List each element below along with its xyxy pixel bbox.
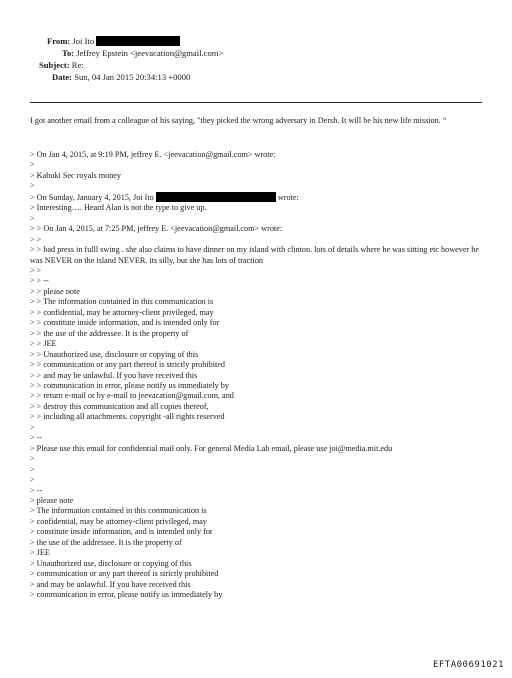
- header-divider: [30, 102, 482, 103]
- body-line: > and may be unlawful. If you have received this: [30, 579, 191, 589]
- body-line: > > the use of the addressee. It is the property of: [30, 328, 189, 338]
- body-line: > >: [30, 265, 42, 275]
- body-line: > The information contained in this communication is: [30, 506, 207, 516]
- body-line: >: [30, 454, 35, 464]
- redaction-bar: [96, 36, 180, 46]
- body-line: > communication or any part thereof is strictly prohibited: [30, 569, 219, 579]
- to-label: To:: [62, 48, 75, 58]
- body-line: > Interesting…. Heard Alan is not the type to give up.: [30, 203, 207, 213]
- body-line: > > communication in error, please notify us immediately by: [30, 380, 229, 390]
- body-line: > > constitute inside information, and is intended only for: [30, 318, 220, 328]
- body-line: > JEE: [30, 548, 50, 558]
- redaction-bar: [156, 192, 276, 202]
- body-line: >: [30, 181, 35, 191]
- date-value: Sun, 04 Jan 2015 20:34:13 +0000: [74, 72, 191, 82]
- body-line: > > return e-mail or by e-mail to jeevacation@gmail.com, and: [30, 391, 234, 401]
- body-line: > the use of the addressee. It is the property of: [30, 537, 182, 547]
- header-from-row: [47, 36, 180, 47]
- body-line: >: [30, 464, 35, 474]
- body-line: > Kabuki Sec royals money: [30, 170, 122, 180]
- body-line: >: [30, 213, 35, 223]
- body-line: > > including all attachments. copyright -all rights reserved: [30, 412, 225, 422]
- body-line: > > JEE: [30, 339, 57, 349]
- body-line: > > On Jan 4, 2015, at 7:25 PM, jeffrey E. <jeevacation@gmail.com> wrote:: [30, 224, 283, 234]
- body-line: > > confidential, may be attorney-client privileged, may: [30, 307, 214, 317]
- sunday-quote-line: [30, 192, 486, 203]
- body-line: > >: [30, 234, 42, 244]
- body-line: > confidential, may be attorney-client privileged, may: [30, 516, 207, 526]
- quoted-lines: [30, 203, 486, 600]
- body-line: > > Unauthorized use, disclosure or copying of this: [30, 349, 199, 359]
- body-line: > On Jan 4, 2015, at 9:19 PM, jeffrey E. <jeevacation@gmail.com> wrote:: [30, 150, 276, 159]
- subject-label: Subject:: [39, 60, 70, 70]
- subject-value: Re:: [71, 60, 84, 70]
- to-value: Jeffrey Epstein <jeevacation@gmail.com>: [76, 48, 224, 58]
- body-line: > > The information contained in this communication is: [30, 297, 214, 307]
- sunday-prefix: > On Sunday, January 4, 2015, Joi Ito: [30, 192, 154, 202]
- body-line: > Please use this email for confidential mail only. For general Media Lab email, please use joi@media.mit.edu: [30, 443, 393, 453]
- body-line: > > please note: [30, 286, 80, 296]
- quoted-email-body: [30, 150, 486, 600]
- intro-paragraph: I got another email from a colleague of his saying, "they picked the wrong adversary in Dersh. It will be his new life mission. “: [30, 116, 447, 125]
- body-line: > > destroy this communication and all copies thereof,: [30, 401, 209, 411]
- from-label: From:: [47, 36, 71, 46]
- date-label: Date:: [52, 72, 73, 82]
- body-line: > please note: [30, 495, 74, 505]
- header-subject-row: [39, 60, 84, 71]
- from-value: Joi Ito: [72, 36, 95, 46]
- header-to-row: [62, 48, 223, 59]
- body-line: >: [30, 422, 35, 432]
- header-date-row: [52, 72, 190, 83]
- body-line: > --: [30, 433, 43, 443]
- body-line: > communication in error, please notify us immediately by: [30, 590, 223, 600]
- body-line: > constitute inside information, and is intended only for: [30, 527, 213, 537]
- bates-number: EFTA00691021: [432, 660, 504, 670]
- body-line: > > communication or any part thereof is strictly prohibited: [30, 360, 225, 370]
- body-line: > Unauthorized use, disclosure or copying of this: [30, 558, 192, 568]
- body-line: > --: [30, 485, 43, 495]
- body-line: >: [30, 160, 35, 170]
- sunday-suffix: wrote:: [277, 192, 299, 202]
- body-line: > > bad press in fulll swing . she also claims to have dinner on my island with clinton. lots of details where he was sitting etc however he was NEVER on the island NEVER. its silly, but she has lots of traction: [30, 245, 482, 265]
- body-line: >: [30, 475, 35, 485]
- body-line: > > --: [30, 276, 49, 286]
- body-line: > > and may be unlawful. If you have received this: [30, 370, 198, 380]
